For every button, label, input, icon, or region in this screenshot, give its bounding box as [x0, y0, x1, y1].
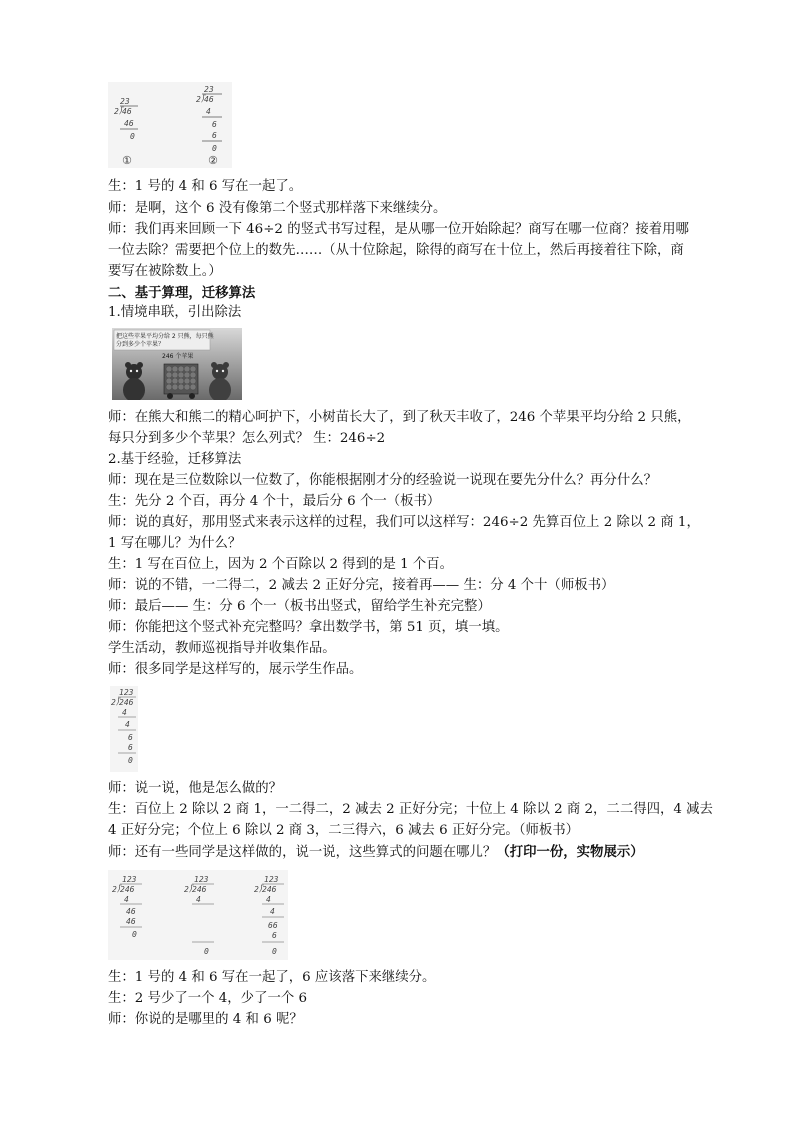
text-line: 学生活动，教师巡视指导并收集作品。 — [108, 641, 336, 656]
text-line: 生：2 号少了一个 4，少了一个 6 — [108, 991, 308, 1006]
step: 4 — [122, 708, 127, 717]
text-line: 师：你能把这个竖式补充完整吗？拿出数学书，第 51 页，填一填。 — [108, 620, 509, 635]
text-bold: （打印一份，实物展示） — [496, 844, 644, 860]
svg-text:4: 4 — [124, 895, 129, 904]
text-line: 师：我们再来回顾一下 46÷2 的竖式书写过程，是从哪一位开始除起？商写在哪一位商？接着用哪 — [108, 222, 689, 237]
text-line: 师：是啊，这个 6 没有像第二个竖式那样落下来继续分。 — [108, 201, 447, 216]
text-line: 1 写在哪儿？为什么？ — [108, 536, 242, 551]
step: 6 — [128, 743, 133, 752]
text-line: 要写在被除数上。） — [108, 264, 222, 279]
step-2c: 6 — [212, 131, 217, 140]
svg-text:2⟌246: 2⟌246 — [254, 885, 277, 894]
dividend-1: 2⟌46 — [114, 107, 132, 116]
step-2b: 6 — [212, 120, 217, 129]
svg-text:0: 0 — [272, 947, 277, 956]
svg-text:2⟌246: 2⟌246 — [112, 885, 135, 894]
error-work-1 — [112, 875, 142, 939]
text-line: 师：最后—— 生：分 6 个一（板书出竖式，留给学生补充完整） — [108, 599, 491, 614]
apples-caption: 246 个苹果 — [162, 353, 194, 360]
division-sketch-errors — [108, 870, 288, 960]
svg-text:66: 66 — [268, 921, 278, 930]
svg-text:6: 6 — [272, 931, 277, 940]
figure-bears-apples — [112, 328, 242, 400]
remainder-1: 0 — [130, 132, 135, 141]
subheading: 1.情境串联，引出除法 — [108, 305, 242, 320]
dividend-2: 2⟌46 — [196, 95, 214, 104]
figure-division-examples-46 — [108, 82, 232, 168]
text-line: 师：你说的是哪里的 4 和 6 呢？ — [108, 1012, 303, 1027]
quotient-1: 23 — [120, 97, 130, 106]
svg-text:4: 4 — [270, 907, 275, 916]
label-2: ② — [208, 154, 218, 167]
remainder: 0 — [128, 756, 133, 765]
text-line-mixed — [108, 842, 644, 862]
svg-text:123: 123 — [122, 875, 137, 884]
remainder-2: 0 — [212, 144, 217, 153]
svg-text:123: 123 — [194, 875, 209, 884]
step: 6 — [128, 733, 133, 742]
error-work-2 — [184, 875, 214, 956]
svg-text:0: 0 — [132, 930, 137, 939]
svg-text:4: 4 — [266, 895, 271, 904]
text-line: 师：说的真好，那用竖式来表示这样的过程，我们可以这样写：246÷2 先算百位上 2 除以 2 商 1， — [108, 515, 700, 530]
text-line: 师：在熊大和熊二的精心呵护下，小树苗长大了，到了秋天丰收了，246 个苹果平均分给 2 只熊， — [108, 410, 691, 425]
text-line: 师：说的不错，一二得二，2 减去 2 正好分完，接着再—— 生：分 4 个十（师板书） — [108, 578, 615, 593]
subheading: 2.基于经验，迁移算法 — [108, 452, 242, 467]
error-work-3 — [254, 875, 284, 956]
text-line: 师：说一说，他是怎么做的？ — [108, 781, 283, 796]
quotient: 123 — [119, 688, 134, 697]
text-line: 生：百位上 2 除以 2 商 1，一二得二，2 减去 2 正好分完；十位上 4 除以 2 商 2，二二得四，4 减去 — [108, 802, 713, 817]
label-1: ① — [122, 154, 132, 167]
text-line: 生：先分 2 个百，再分 4 个十，最后分 6 个一（板书） — [108, 494, 441, 509]
text-line: 4 正好分完；个位上 6 除以 2 商 3，二三得六，6 减去 6 正好分完。（师板书） — [108, 823, 580, 838]
dividend: 2⟌246 — [111, 698, 134, 707]
apple-cart — [164, 364, 198, 399]
text-line: 师：现在是三位数除以一位数了，你能根据刚才分的经验说一说现在要先分什么？再分什么？ — [108, 473, 658, 488]
text-normal: 师：还有一些同学是这样做的，说一说，这些算式的问题在哪儿？ — [108, 845, 497, 860]
division-sketch-1-2 — [108, 82, 232, 168]
figure-student-work-correct — [110, 686, 138, 772]
svg-text:2⟌246: 2⟌246 — [184, 885, 207, 894]
text-line: 一位去除？需要把个位上的数先……（从十位除起，除得的商写在十位上，然后再接着往下除，商 — [108, 243, 684, 258]
svg-text:46: 46 — [126, 917, 136, 926]
division-sketch-correct — [110, 686, 138, 772]
svg-text:4: 4 — [196, 895, 201, 904]
question-line-1: 把这些苹果平均分给 2 只熊，每只熊 — [116, 333, 214, 340]
text-line: 每只分到多少个苹果？怎么列式？ 生：246÷2 — [108, 431, 386, 446]
step-2a: 4 — [206, 107, 211, 116]
figure-student-work-errors — [108, 870, 288, 960]
svg-text:123: 123 — [264, 875, 279, 884]
text-line: 师：很多同学是这样写的，展示学生作品。 — [108, 662, 363, 677]
text-line: 生：1 写在百位上，因为 2 个百除以 2 得到的是 1 个百。 — [108, 557, 454, 572]
question-line-2: 分到多少个苹果？ — [116, 341, 165, 348]
section-heading: 二、基于算理，迁移算法 — [108, 285, 256, 301]
step: 4 — [125, 720, 130, 729]
svg-text:0: 0 — [204, 947, 209, 956]
step-1a: 46 — [124, 119, 134, 128]
quotient-2: 23 — [204, 85, 214, 94]
bears-apples-illustration — [112, 328, 242, 400]
text-line: 生：1 号的 4 和 6 写在一起了，6 应该落下来继续分。 — [108, 970, 436, 985]
svg-text:46: 46 — [126, 907, 136, 916]
text-line: 生：1 号的 4 和 6 写在一起了。 — [108, 179, 303, 194]
